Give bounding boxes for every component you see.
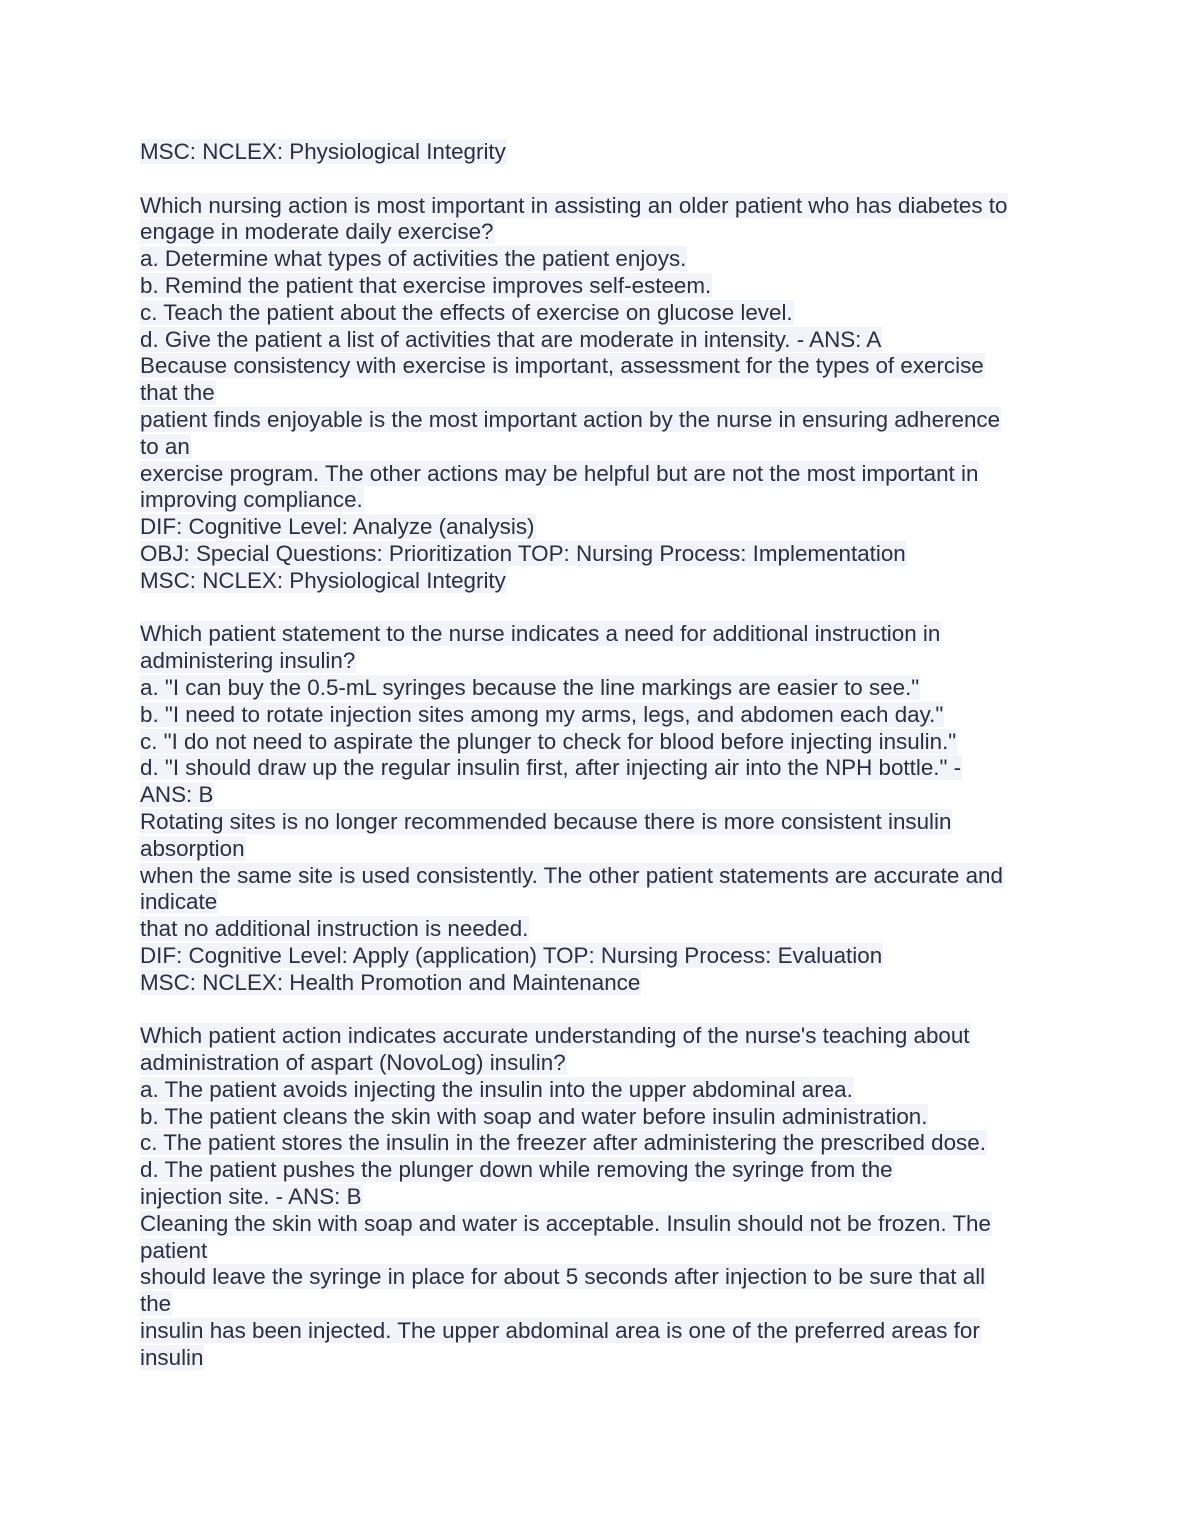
question-stem: administration of aspart (NovoLog) insulin? <box>140 1050 566 1076</box>
rationale-line: insulin has been injected. The upper abdominal area is one of the preferred areas for <box>140 1318 980 1344</box>
rationale-line: the <box>140 1291 172 1317</box>
answer-option: c. Teach the patient about the effects of exercise on glucose level. <box>140 299 793 325</box>
rationale-line: absorption <box>140 835 245 861</box>
rationale-line: should leave the syringe in place for about 5 seconds after injection to be sure that all <box>140 1264 986 1290</box>
rationale-line: patient finds enjoyable is the most important action by the nurse in ensuring adherence <box>140 406 1001 432</box>
answer-option: d. "I should draw up the regular insulin first, after injecting air into the NPH bottle." - <box>140 755 962 781</box>
answer-option: c. The patient stores the insulin in the freezer after administering the prescribed dose. <box>140 1130 986 1156</box>
answer-option: c. "I do not need to aspirate the plunger to check for blood before injecting insulin." <box>140 728 957 754</box>
question-stem: engage in moderate daily exercise? <box>140 219 494 245</box>
metadata-line: DIF: Cognitive Level: Analyze (analysis) <box>140 514 535 540</box>
rationale-line: to an <box>140 433 190 459</box>
rationale-line: exercise program. The other actions may be helpful but are not the most important in <box>140 460 979 486</box>
answer-option: a. "I can buy the 0.5-mL syringes because the line markings are easier to see." <box>140 674 920 700</box>
rationale-line: indicate <box>140 889 218 915</box>
answer-option: a. The patient avoids injecting the insulin into the upper abdominal area. <box>140 1076 853 1102</box>
rationale-line: insulin <box>140 1344 204 1370</box>
intro-block <box>140 139 1050 166</box>
text-line: MSC: NCLEX: Physiological Integrity <box>140 139 506 164</box>
question-block-2 <box>140 621 1050 996</box>
rationale-line: Cleaning the skin with soap and water is acceptable. Insulin should not be frozen. The <box>140 1210 991 1236</box>
answer-option: b. Remind the patient that exercise improves self-esteem. <box>140 272 712 298</box>
answer-option: a. Determine what types of activities the patient enjoys. <box>140 246 687 272</box>
question-stem: administering insulin? <box>140 648 356 674</box>
rationale-line: Rotating sites is no longer recommended because there is more consistent insulin <box>140 808 952 834</box>
metadata-line: MSC: NCLEX: Health Promotion and Maintenance <box>140 969 641 995</box>
answer-option: b. "I need to rotate injection sites among my arms, legs, and abdomen each day." <box>140 701 944 727</box>
metadata-line: DIF: Cognitive Level: Apply (application) TOP: Nursing Process: Evaluation <box>140 942 883 968</box>
answer-option: d. Give the patient a list of activities that are moderate in intensity. - ANS: A <box>140 326 882 352</box>
rationale-line: that the <box>140 380 215 406</box>
answer-option: b. The patient cleans the skin with soap and water before insulin administration. <box>140 1103 928 1129</box>
rationale-line: patient <box>140 1237 208 1263</box>
metadata-line: MSC: NCLEX: Physiological Integrity <box>140 567 506 593</box>
metadata-line: OBJ: Special Questions: Prioritization TOP: Nursing Process: Implementation <box>140 540 906 566</box>
question-stem: Which patient statement to the nurse indicates a need for additional instruction in <box>140 621 941 647</box>
rationale-line: that no additional instruction is needed. <box>140 916 529 942</box>
question-block-3 <box>140 1023 1050 1371</box>
rationale-line: improving compliance. <box>140 487 363 513</box>
document-page <box>140 139 1050 1398</box>
answer-option: d. The patient pushes the plunger down while removing the syringe from the <box>140 1157 893 1183</box>
answer-key: ANS: B <box>140 782 214 808</box>
question-stem: Which nursing action is most important in assisting an older patient who has diabetes to <box>140 192 1008 218</box>
question-block-1 <box>140 193 1050 595</box>
rationale-line: Because consistency with exercise is important, assessment for the types of exercise <box>140 353 984 379</box>
answer-key: injection site. - ANS: B <box>140 1184 362 1210</box>
question-stem: Which patient action indicates accurate understanding of the nurse's teaching about <box>140 1023 970 1049</box>
rationale-line: when the same site is used consistently. The other patient statements are accurate and <box>140 862 1003 888</box>
